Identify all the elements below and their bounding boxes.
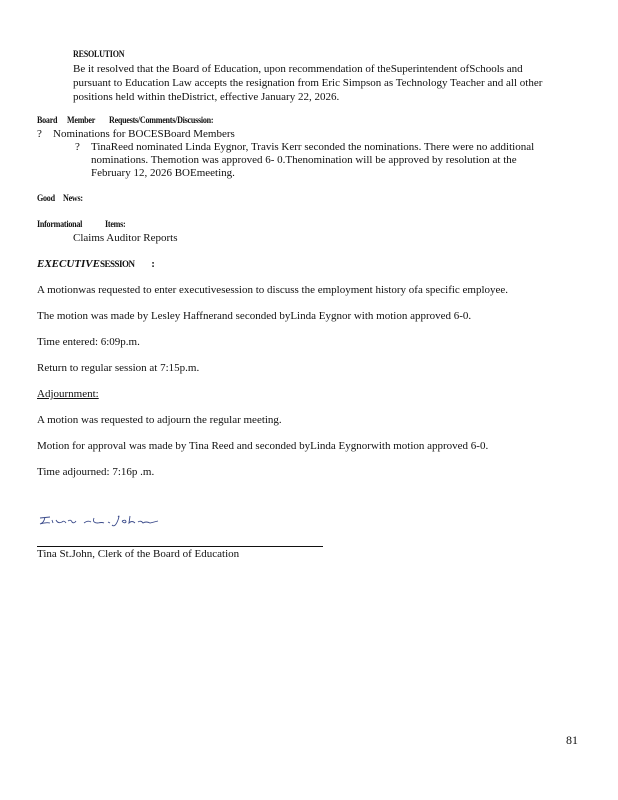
signatory-name: Tina St.John, Clerk of the Board of Education [37, 548, 240, 560]
signature-line [37, 546, 323, 547]
executive-line: The motion was made by Lesley Haffnerand seconded byLinda Eygnor with motion approved 6-0. [37, 310, 472, 322]
sub-list-line: February 12, 2026 BOEmeeting. [91, 167, 235, 179]
adjournment-line: Motion for approval was made by Tina Reed and seconded byLinda Eygnorwith motion approved 6-0. [37, 440, 489, 452]
resolution-line: Be it resolved that the Board of Education, upon recommendation of theSuperintendent ofSchools and [73, 63, 523, 75]
sub-list-line: TinaReed nominated Linda Eygnor, Travis Kerr seconded the nominations. There were no additional [91, 141, 535, 153]
executive-heading-rest: SESSION [99, 259, 135, 269]
executive-heading-italic: EXECUTIVE [37, 258, 100, 270]
adjournment-line: Time adjourned: 7:16p .m. [37, 466, 155, 478]
informational-heading-1: Informational [37, 220, 83, 230]
sub-list-line: nominations. Themotion was approved 6- 0.Thenomination will be approved by resolution at the [91, 154, 517, 166]
resolution-line: pursuant to Education Law accepts the resignation from Eric Simpson as Technology Teacher and all other [73, 77, 543, 89]
executive-line: A motionwas requested to enter executivesession to discuss the employment history ofa specific employee. [37, 284, 509, 296]
board-member-heading-1: Board [37, 116, 58, 126]
resolution-heading: RESOLUTION [73, 50, 125, 60]
executive-line: Time entered: 6:09p.m. [37, 336, 140, 348]
executive-heading [37, 258, 155, 271]
resolution-line: positions held within theDistrict, effective January 22, 2026. [73, 91, 340, 103]
page-number: 81 [566, 733, 578, 747]
adjournment-line: A motion was requested to adjourn the regular meeting. [37, 414, 282, 426]
handwritten-signature [36, 508, 166, 532]
good-news-heading-2: News: [63, 194, 83, 204]
list-item: Nominations for BOCESBoard Members [53, 128, 235, 140]
informational-heading-2: Items: [105, 220, 126, 230]
sub-bullet-icon: ? [75, 141, 80, 153]
executive-line: Return to regular session at 7:15p.m. [37, 362, 200, 374]
executive-heading-colon: : [151, 258, 155, 270]
board-member-heading-3: Requests/Comments/Discussion: [109, 116, 214, 126]
adjournment-heading: Adjournment: [37, 388, 99, 400]
good-news-heading-1: Good [37, 194, 55, 204]
bullet-icon: ? [37, 128, 42, 140]
board-member-heading-2: Member [67, 116, 96, 126]
list-item: Claims Auditor Reports [73, 232, 178, 244]
